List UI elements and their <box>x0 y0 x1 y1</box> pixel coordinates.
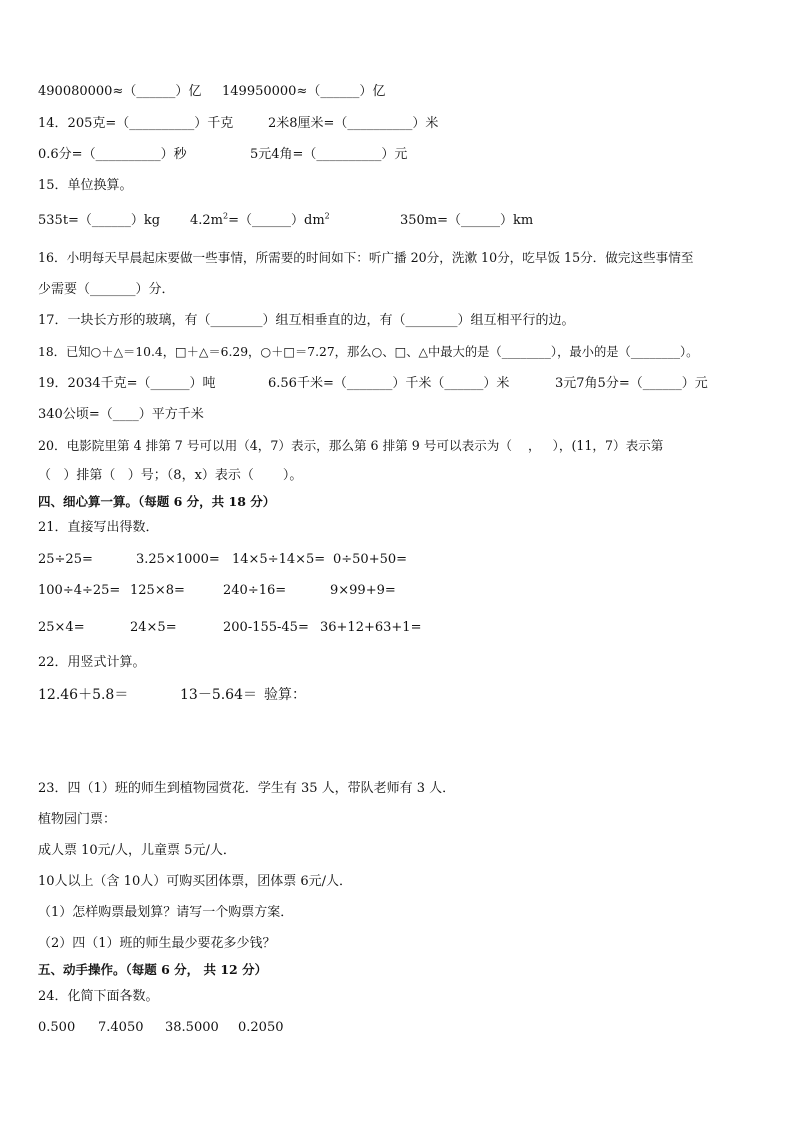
q21-cell: 125×8= <box>130 583 185 598</box>
q20-line-2: （ ）排第（ ）号；（8，x）表示（ ）。 <box>38 468 303 483</box>
q15-item-2-suffix: =（______）dm <box>228 213 325 228</box>
q15-item-2-prefix: 4.2m <box>190 213 224 228</box>
q21-cell: 3.25×1000= <box>136 552 220 567</box>
q16-line-1: 16．小明每天早晨起床要做一些事情，所需要的时间如下：听广播 20分，洗漱 10分，吃早饭 15分．做完这些事情至 <box>38 250 694 265</box>
q19-item-4: 340公顷=（____）平方千米 <box>38 407 204 422</box>
q15-item-1: 535t=（______）kg <box>38 213 161 228</box>
q18: 18．已知○＋△＝10.4，□＋△＝6.29，○＋□＝7.27，那么○、□、△中最大的是（________），最小的是（________）。 <box>38 345 699 359</box>
q14-item-2: 2米8厘米=（__________）米 <box>268 116 439 131</box>
q21-cell: 14×5÷14×5= <box>232 552 326 567</box>
q24-item: 38.5000 <box>165 1020 219 1035</box>
section-5-heading: 五、动手操作。（每题 6 分， 共 12 分） <box>38 962 268 977</box>
q23-subq-2: （2）四（1）班的师生最少要花多少钱？ <box>38 936 276 951</box>
q21-cell: 25×4= <box>38 620 85 635</box>
q22-item-2: 13－5.64＝ <box>180 687 257 703</box>
q19-item-2: 6.56千米=（_______）千米（______）米 <box>268 376 510 391</box>
q15-item-2-exponent: 2 <box>223 211 229 221</box>
q20-line-1: 20．电影院里第 4 排第 7 号可以用（4，7）表示，那么第 6 排第 9 号可以表示为（ ， ），(11，7）表示第 <box>38 438 664 453</box>
q22-title: 22．用竖式计算。 <box>38 655 146 670</box>
q21-cell: 0÷50+50= <box>333 552 408 567</box>
q17: 17．一块长方形的玻璃，有（________）组互相垂直的边，有（________）组互相平行的边。 <box>38 313 575 328</box>
q24-item: 0.500 <box>38 1020 76 1035</box>
q23-subq-1: （1）怎样购票最划算？请写一个购票方案． <box>38 905 294 920</box>
q14-item-1: 14．205克=（__________）千克 <box>38 116 234 131</box>
q23-line-1: 23．四（1）班的师生到植物园赏花．学生有 35 人，带队老师有 3 人． <box>38 781 456 796</box>
q16-line-2: 少需要（_______）分． <box>38 282 175 297</box>
q23-line-3: 成人票 10元/人，儿童票 5元/人． <box>38 843 236 858</box>
q23-line-2: 植物园门票： <box>38 812 117 827</box>
q21-cell: 24×5= <box>130 620 177 635</box>
q19-item-3: 3元7角5分=（______）元 <box>555 376 708 391</box>
q19-item-1: 19．2034千克=（______）吨 <box>38 376 216 391</box>
q21-cell: 240÷16= <box>223 583 287 598</box>
q15-item-2-exponent-2: 2 <box>324 211 330 221</box>
q21-title: 21．直接写出得数． <box>38 520 159 535</box>
q24-title: 24．化简下面各数。 <box>38 989 159 1004</box>
q21-cell: 25÷25= <box>38 552 93 567</box>
section-4-heading: 四、细心算一算。（每题 6 分，共 18 分） <box>38 494 276 509</box>
q21-cell: 200-155-45= <box>223 620 309 635</box>
q23-line-4: 10人以上（含 10人）可购买团体票，团体票 6元/人． <box>38 874 352 889</box>
q21-cell: 100÷4÷25= <box>38 583 121 598</box>
q24-item: 0.2050 <box>238 1020 284 1035</box>
q15-title: 15．单位换算。 <box>38 178 133 193</box>
q21-cell: 36+12+63+1= <box>320 620 422 635</box>
q24-item: 7.4050 <box>98 1020 144 1035</box>
q15-item-3: 350m=（______）km <box>400 213 534 228</box>
q13-item-1: 490080000≈（______）亿 <box>38 84 202 99</box>
q22-check-label: 验算： <box>264 687 306 703</box>
q15-item-2 <box>190 213 330 229</box>
q14-item-3: 0.6分=（__________）秒 <box>38 147 187 162</box>
q21-cell: 9×99+9= <box>330 583 396 598</box>
q22-item-1: 12.46＋5.8＝ <box>38 687 129 703</box>
q13-item-2: 149950000≈（______）亿 <box>222 84 386 99</box>
q14-item-4: 5元4角=（__________）元 <box>250 147 408 162</box>
